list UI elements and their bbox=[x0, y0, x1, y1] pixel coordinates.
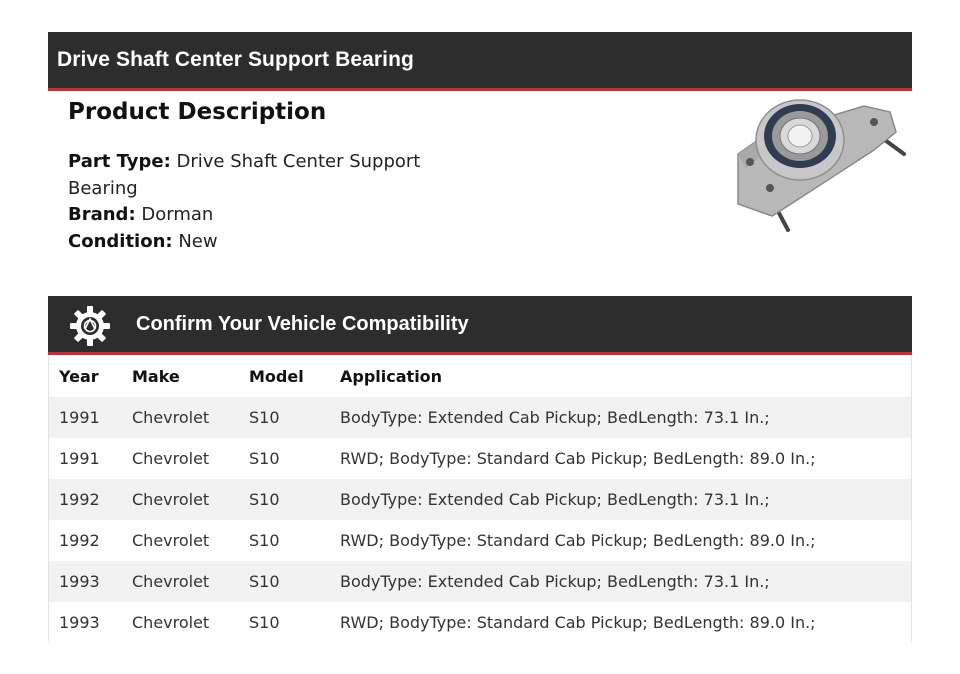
gear-icon bbox=[68, 304, 112, 348]
cell-make: Chevrolet bbox=[132, 531, 210, 550]
table-header-row bbox=[49, 355, 911, 397]
cell-year: 1993 bbox=[59, 572, 100, 591]
description-heading: Product Description bbox=[68, 99, 327, 125]
cell-make: Chevrolet bbox=[132, 490, 210, 509]
table-row bbox=[49, 520, 911, 561]
cell-make: Chevrolet bbox=[132, 449, 210, 468]
cell-model: S10 bbox=[249, 613, 280, 632]
compatibility-table bbox=[49, 355, 911, 643]
cell-application: RWD; BodyType: Standard Cab Pickup; BedLength: 89.0 In.; bbox=[340, 613, 816, 632]
brand-value: Dorman bbox=[141, 204, 214, 225]
cell-application: RWD; BodyType: Standard Cab Pickup; BedLength: 89.0 In.; bbox=[340, 449, 816, 468]
part-type-label: Part Type: bbox=[68, 151, 171, 172]
table-row bbox=[49, 479, 911, 520]
table-row bbox=[49, 561, 911, 602]
cell-year: 1992 bbox=[59, 531, 100, 550]
cell-model: S10 bbox=[249, 449, 280, 468]
cell-model: S10 bbox=[249, 531, 280, 550]
condition-value: New bbox=[178, 230, 218, 252]
product-description bbox=[68, 96, 428, 255]
cell-year: 1991 bbox=[59, 408, 100, 427]
cell-application: BodyType: Extended Cab Pickup; BedLength: 73.1 In.; bbox=[340, 408, 770, 427]
brand-label: Brand: bbox=[68, 204, 136, 225]
column-header-application: Application bbox=[340, 366, 443, 386]
cell-year: 1993 bbox=[59, 613, 100, 632]
part-type-value: Drive Shaft Center Support Bearing bbox=[68, 151, 421, 199]
cell-model: S10 bbox=[249, 572, 280, 591]
column-header-make: Make bbox=[132, 366, 180, 386]
cell-year: 1991 bbox=[59, 449, 100, 468]
compatibility-table-wrapper bbox=[48, 355, 912, 642]
cell-application: BodyType: Extended Cab Pickup; BedLength: 73.1 In.; bbox=[340, 490, 770, 509]
table-row bbox=[49, 602, 911, 643]
cell-year: 1992 bbox=[59, 490, 100, 509]
cell-model: S10 bbox=[249, 490, 280, 509]
brand-line bbox=[68, 202, 428, 229]
product-image bbox=[724, 92, 910, 240]
product-title: Drive Shaft Center Support Bearing bbox=[57, 48, 414, 71]
column-header-model: Model bbox=[249, 366, 304, 386]
cell-model: S10 bbox=[249, 408, 280, 427]
condition-label: Condition: bbox=[68, 230, 173, 252]
compatibility-title: Confirm Your Vehicle Compatibility bbox=[136, 313, 469, 335]
cell-make: Chevrolet bbox=[132, 613, 210, 632]
cell-application: BodyType: Extended Cab Pickup; BedLength: 73.1 In.; bbox=[340, 572, 770, 591]
column-header-year: Year bbox=[59, 366, 99, 386]
cell-application: RWD; BodyType: Standard Cab Pickup; BedLength: 89.0 In.; bbox=[340, 531, 816, 550]
compatibility-header bbox=[48, 296, 912, 355]
table-row bbox=[49, 438, 911, 479]
cell-make: Chevrolet bbox=[132, 408, 210, 427]
title-bar bbox=[48, 32, 912, 91]
part-type-line bbox=[68, 149, 428, 202]
cell-make: Chevrolet bbox=[132, 572, 210, 591]
table-row bbox=[49, 397, 911, 438]
condition-line bbox=[68, 229, 428, 256]
